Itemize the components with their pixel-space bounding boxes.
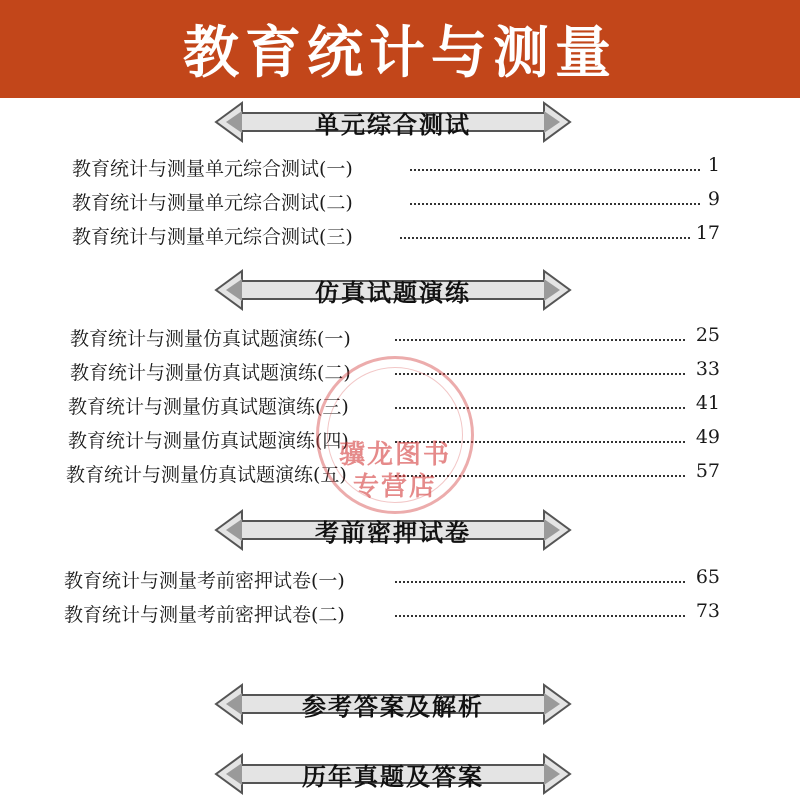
section-header-unit-test [212,100,574,144]
toc-entry-page: 25 [690,324,720,346]
toc-entry-page: 17 [690,222,720,244]
section-header-answers [212,682,574,726]
section-heading: 单元综合测试 [315,110,471,139]
dot-leader [395,615,685,617]
toc-entry-page: 65 [690,566,720,588]
dot-leader [400,237,690,239]
dot-leader [395,581,685,583]
toc-row[interactable] [0,388,800,422]
section-heading: 仿真试题演练 [315,278,471,307]
toc-entry-page: 41 [690,392,720,414]
toc-entry-title: 教育统计与测量仿真试题演练(一) [70,324,357,351]
section-header-mock-exam [212,508,574,552]
toc-row[interactable] [0,150,800,184]
toc-entry-title: 教育统计与测量考前密押试卷(二) [64,600,351,627]
toc-entry-page: 57 [690,460,720,482]
dot-leader [395,475,685,477]
toc-entry-title: 教育统计与测量考前密押试卷(一) [64,566,351,593]
toc-entry-page: 33 [690,358,720,380]
toc-row[interactable] [0,456,800,490]
toc-entry-title: 教育统计与测量仿真试题演练(四) [68,426,355,453]
toc-entry-title: 教育统计与测量仿真试题演练(三) [68,392,355,419]
toc-row[interactable] [0,184,800,218]
toc-row[interactable] [0,562,800,596]
toc-entry-title: 教育统计与测量单元综合测试(三) [72,222,359,249]
dot-leader [395,441,685,443]
dot-leader [395,339,685,341]
section-heading: 考前密押试卷 [315,518,471,547]
toc-entry-page: 1 [702,154,720,176]
toc-entry-page: 73 [690,600,720,622]
toc-row[interactable] [0,596,800,630]
toc-entry-page: 9 [702,188,720,210]
stamp-text-line1: 骥龙图书 [338,440,451,470]
toc-row[interactable] [0,218,800,252]
section-header-simulation [212,268,574,312]
toc-row[interactable] [0,354,800,388]
section-heading: 参考答案及解析 [302,692,484,721]
toc-entry-title: 教育统计与测量单元综合测试(一) [72,154,359,181]
stamp-text-line2: 专营店 [352,472,437,502]
dot-leader [410,169,700,171]
toc-entry-title: 教育统计与测量仿真试题演练(五) [66,460,353,487]
section-header-past-exams [212,752,574,796]
dot-leader [395,373,685,375]
toc-row[interactable] [0,320,800,354]
toc-entry-page: 49 [690,426,720,448]
dot-leader [395,407,685,409]
top-banner [0,0,800,98]
toc-entry-title: 教育统计与测量仿真试题演练(二) [70,358,357,385]
toc-row[interactable] [0,422,800,456]
section-heading: 历年真题及答案 [302,762,484,791]
book-title: 教育统计与测量 [183,21,617,86]
toc-entry-title: 教育统计与测量单元综合测试(二) [72,188,359,215]
dot-leader [410,203,700,205]
